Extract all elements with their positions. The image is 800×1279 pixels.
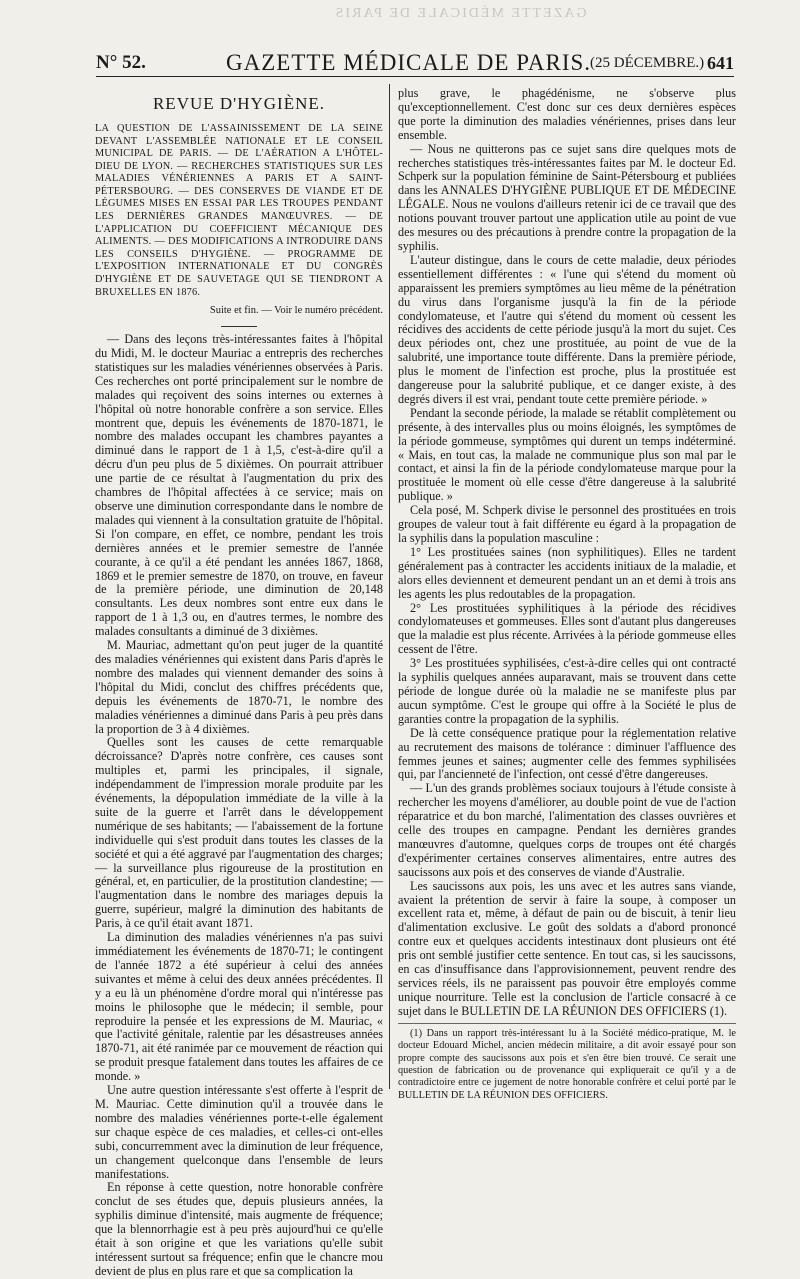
paragraph: plus grave, le phagédénisme, ne s'observe plus qu'exceptionnellement. C'est donc sur ces deux dernières espèces que porte la diminution des maladies vénériennes, prises dans leur ensemble.: [398, 86, 736, 142]
paragraph: — Dans des leçons très-intéressantes faites à l'hôpital du Midi, M. le docteur Mauriac a entrepris des recherches statistiques sur les maladies vénériennes observées à Paris. Ces recherches ont porté principalement sur le nombre de malades qui reçoivent des soins internes ou externes à l'hôpital où notre honorable confrère a son service. Elles montrent que, depuis les événements de 1870-1871, le nombre des malades occupant les chambres payantes a diminué dans le rapport de 1 à 1,5, c'est-à-dire qu'il a décru d'un peu plus de 5 dixièmes. On pourrait attribuer une partie de ce résultat à l'augmentation du prix des chambres de l'hôpital affectées à ce service; mais on observe une diminution correspondante dans le nombre de malades qui viennent à la consultation gratuite de l'hôpital. Si l'on compare, en effet, ce nombre, pendant les trois dernières années et le premier semestre de l'année courante, à ce qu'il a été pendant les années 1867, 1868, 1869 et le premier semestre de 1870, on trouve, en faveur de la première période, une diminution de 20,148 consultants. Les deux nombres sont entre eux dans le rapport de 1 à 1,3 ou, en d'autres termes, le nombre des malades consultants a diminué de 3 dixièmes.: [95, 332, 383, 639]
paragraph: 2° Les prostituées syphilitiques à la période des récidives condylomateuses et gommeuses. Elles sont d'autant plus dangereuses que la maladie est plus récente. Arrivées à la période gommeuse elles cessent de l'être.: [398, 600, 736, 657]
paragraph: 3° Les prostituées syphilisées, c'est-à-dire celles qui ont contracté la syphilis quelques années auparavant, mais se trouvent dans cette période de longue durée où la maladie ne se manifeste plus par aucun symptôme. C'est le groupe qui offre à la Société le plus de garanties contre la propagation de la syphilis.: [398, 656, 736, 726]
paragraph: Pendant la seconde période, la malade se rétablit complètement ou présente, à des intervalles plus ou moins éloignés, les symptômes de la période gommeuse, symptômes qui durent un temps indéterminé. « Mais, en tout cas, la malade ne communique plus son mal par le contact, et ainsi la fin de la période condylomateuse marque pour la prostituée le moment où elle cesse d'être dangereuse à la salubrité publique. »: [398, 405, 736, 504]
footnote-text: (1) Dans un rapport très-intéressant lu à la Société médico-pratique, M. le docteur Edouard Michel, ancien médecin militaire, a dit avoir essayé pour son propre compte des saucissons aux pois et s'en être bien trouvé. Ce serait une question de fabrication ou de provenance qui expliquerait ce qu'il y a de contradictoire entre ce jugement de notre honorable confrère et celui porté par le BULLETIN DE LA RÉUNION DES OFFICIERS.: [398, 1027, 736, 1101]
bleed-through-header: GAZETTE MÉDICALE DE PARIS: [333, 6, 587, 21]
section-summary: LA QUESTION DE L'ASSAINISSEMENT DE LA SEINE DEVANT L'ASSEMBLÉE NATIONALE ET LE CONSEIL MUNICIPAL DE PARIS. — DE L'AÉRATION A L'HÔTEL-DIEU DE LYON. — RECHERCHES STATISTIQUES SUR LES MALADIES VÉNÉRIENNES A PARIS ET A SAINT-PÉTERSBOURG. — DES CONSERVES DE VIANDE ET DE LÉGUMES MISES EN ESSAI PAR LES TROUPES PENDANT LES DERNIÈRES GRANDES MANŒUVRES. — DE L'APPLICATION DU COEFFICIENT MÉCANIQUE DES ALIMENTS. — DES MODIFICATIONS A INTRODUIRE DANS LES CONSEILS D'HYGIÈNE. — PROGRAMME DE L'EXPOSITION INTERNATIONALE ET DU CONGRÈS D'HYGIÈNE ET DE SAUVETAGE QUI SE TIENDRONT A BRUXELLES EN 1876.: [95, 122, 383, 298]
separator: [221, 326, 257, 327]
issue-date: (25 DÉCEMBRE.): [590, 55, 705, 71]
issue-number: N° 52.: [96, 52, 146, 73]
paragraph: Quelles sont les causes de cette remarquable décroissance? D'après notre confrère, ces causes sont multiples et, parmi les principales, il signale, indépendamment de l'impression morale produite par les événements, la dépopulation immédiate de la ville à la suite de la guerre et l'arrêt dans le développement numérique de ses habitants; — l'abaissement de la fortune individuelle qui s'est produit dans toutes les classes de la société et qui a été aggravé par l'augmentation des charges; — la surveillance plus rigoureuse de la prostitution en général, et, en particulier, de la prostitution clandestine; — l'augmentation dans le nombre des mariages depuis la guerre, supérieur, malgré la diminution des habitants de Paris, à ce qu'il était avant 1871.: [95, 735, 383, 931]
paragraph: — Nous ne quitterons pas ce sujet sans dire quelques mots de recherches statistiques très-intéressantes faites par M. le docteur Ed. Schperk sur la population féminine de Saint-Pétersbourg et publiées dans les ANNALES D'HYGIÈNE PUBLIQUE ET DE MÉDECINE LÉGALE. Nous ne voulons d'ailleurs retenir ici de ce travail que des notions pouvant trouver partout une application utile au point de vue des mesures ou des précautions à prendre contre la propagation de la syphilis.: [398, 141, 736, 253]
page-number: 641: [707, 53, 734, 73]
paragraph: En réponse à cette question, notre honorable confrère conclut de ses études que, depuis plusieurs années, la syphilis diminue d'intensité, mais augmente de fréquence; que la blennorrhagie est à peu près aujourd'hui ce qu'elle était à son origine et que les variations qu'elle subit intéressent surtout sa fréquence; enfin que le chancre mou devient de plus en plus rare et que sa complication la: [95, 1180, 383, 1278]
paragraph: La diminution des maladies vénériennes n'a pas suivi immédiatement les événements de 1870-71; le contingent de l'année 1872 a été supérieur à celui des années suivantes et même à celui des deux années précédentes. Il y a eu là un phénomène d'ordre moral qui n'intéresse pas moins le philosophe que le médecin; il semble, pour reproduire la pensée et les expressions de M. Mauriac, « que l'activité génitale, ralentie par les désastreuses années 1870-71, ait été ranimée par ce mouvement de réaction qui se produit presque fatalement dans toutes les affaires de ce monde. »: [95, 930, 383, 1084]
journal-title: GAZETTE MÉDICALE DE PARIS.: [226, 50, 592, 75]
continuation-note: Suite et fin. — Voir le numéro précédent.: [209, 305, 383, 317]
paragraph: — L'un des grands problèmes sociaux toujours à l'étude consiste à rechercher les moyens d'améliorer, au double point de vue de l'action réparatrice et du bon marché, l'alimentation des classes ouvrières et celle des troupes en campagne. Pendant les dernières grandes manœuvres d'automne, quelques corps de troupes ont été chargés d'expérimenter certaines conserves alimentaires, entre autres des saucissons aux pois et des conserves de viande d'Australie.: [398, 781, 736, 879]
section-title: REVUE D'HYGIÈNE.: [152, 94, 326, 113]
paragraph: Une autre question intéressante s'est offerte à l'esprit de M. Mauriac. Cette diminution qu'il a trouvée dans le nombre des maladies vénériennes porte-t-elle également sur chaque espèce de ces maladies, et celles-ci ont-elles subi, concurremment avec la diminution de leur fréquence, un changement quelconque dans l'ensemble de leurs manifestations.: [95, 1083, 383, 1181]
column-divider: [389, 84, 390, 1089]
paragraph: Cela posé, M. Schperk divise le personnel des prostituées en trois groupes de valeur tout à fait différente eu égard à la propagation de la syphilis dans la population masculine :: [398, 503, 736, 545]
paragraph: De là cette conséquence pratique pour la réglementation relative au recrutement des maisons de tolérance : diminuer l'affluence des femmes jeunes et saines; augmenter celle des femmes syphilisées qui, par l'ancienneté de l'infection, ont cessé d'être dangereuses.: [398, 725, 736, 782]
page-header: [96, 50, 734, 77]
paragraph: M. Mauriac, admettant qu'on peut juger de la quantité des maladies vénériennes qui existent dans Paris d'après le nombre des malades qui viennent demander des soins à l'hôpital du Midi, conclut des chiffres précédents que, depuis les événements de 1870-71, le nombre des maladies vénériennes a diminué dans Paris à peu près dans la proportion de 3 à 4 dixièmes.: [95, 638, 383, 736]
footnote: [398, 1028, 736, 1102]
footnote-separator: [398, 1023, 736, 1024]
right-column: [398, 87, 736, 1102]
paragraph: Les saucissons aux pois, les uns avec et les autres sans viande, avaient la prétention de servir à faire la soupe, à composer un excellent rata et, même, à défaut de pain ou de biscuit, à tenir lieu d'alimentation exclusive. Le goût des soldats a d'abord prononcé contre eux et quelques accidents intestinaux dont plusieurs ont été pris ont semblé justifier cette sentence. En tout cas, si les saucissons, en cas d'insuffisance dans l'approvisionnement, peuvent rendre des services réels, ils ne paraissent pas pouvoir être employés comme unique nourriture. Telle est la conclusion de l'article consacré à ce sujet dans le BULLETIN DE LA RÉUNION DES OFFICIERS (1).: [398, 878, 736, 1018]
left-column: [95, 87, 383, 1279]
paragraph: L'auteur distingue, dans le cours de cette maladie, deux périodes essentiellement différentes : « l'une qui s'étend du moment où apparaissent les premiers symptômes au lieu même de la pénétration du virus dans l'organisme jusqu'à la fin de la période condylomateuse, et l'autre qui s'étend du moment où cessent les récidives des accidents de cette période jusqu'à la mort du sujet. Ces deux périodes ont, chez une prostituée, au point de vue de la salubrité, une importance toute différente. Dans la première période, plus le moment de l'infection est proche, plus la prostituée est dangereuse pour la salubrité publique, et ce danger existe, à des degrés divers il est vrai, pendant toute cette première période. »: [398, 252, 736, 406]
paragraph: 1° Les prostituées saines (non syphilitiques). Elles ne tardent généralement pas à contracter les accidents initiaux de la maladie, et alors elles deviennent et demeurent pendant un an et demi à trois ans les agents les plus redoutables de la propagation.: [398, 544, 736, 601]
